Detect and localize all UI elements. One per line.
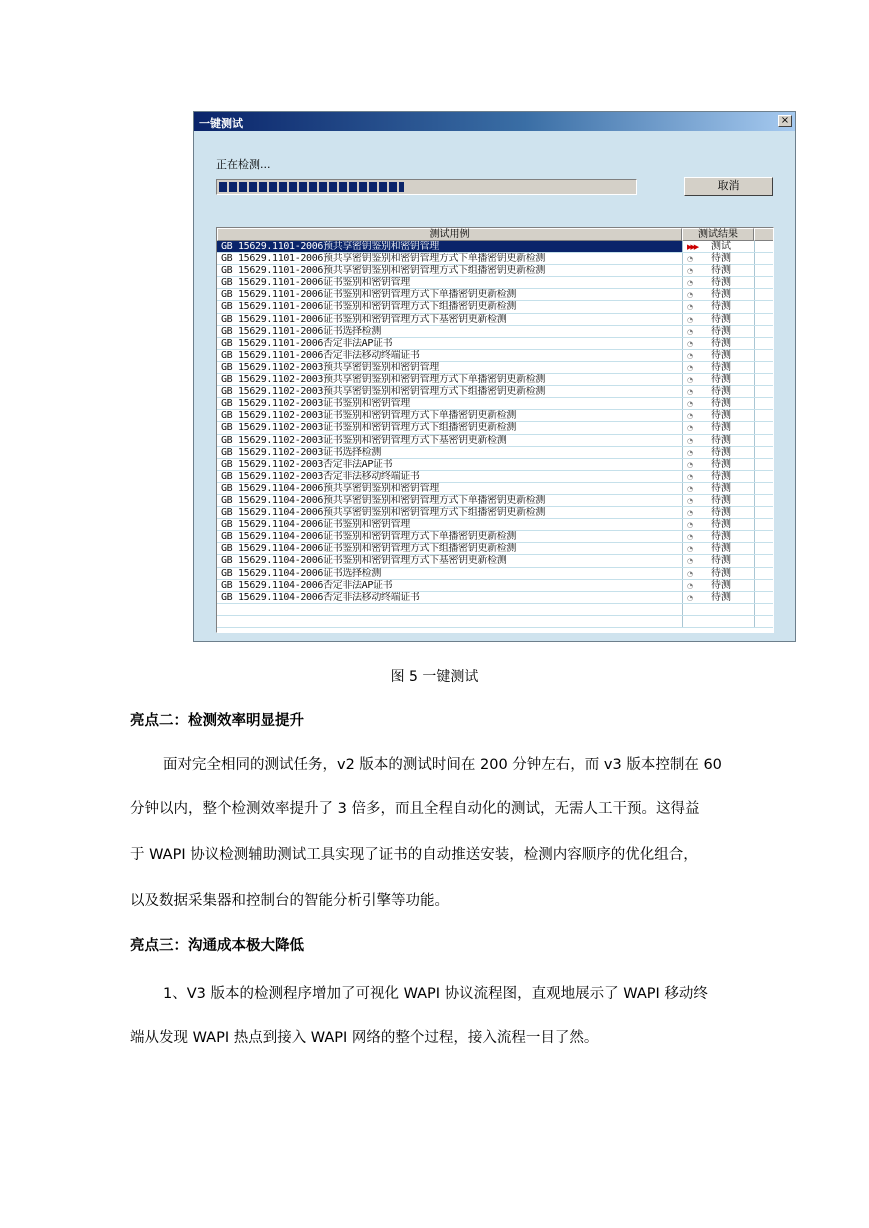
- test-case-cell: GB 15629.1102-2003预共享密钥鉴别和密钥管理方式下组播密钥更新检测: [221, 386, 546, 398]
- test-case-cell: GB 15629.1102-2003证书选择检测: [221, 446, 381, 458]
- test-result-cell: [682, 386, 754, 397]
- table-row[interactable]: [217, 277, 773, 289]
- column-header-extra[interactable]: [754, 228, 774, 241]
- extra-cell: [754, 301, 774, 312]
- table-row[interactable]: [217, 531, 773, 543]
- test-result-label: 待测: [711, 422, 731, 434]
- extra-cell: [754, 580, 774, 591]
- pending-status-icon: ◔: [687, 484, 694, 493]
- test-result-cell: [682, 398, 754, 409]
- test-result-label: 待测: [711, 289, 731, 301]
- pending-status-icon: ◔: [687, 472, 694, 481]
- test-result-cell: [682, 435, 754, 446]
- paragraph1-line3: 于 WAPI 协议检测辅助测试工具实现了证书的自动推送安装，检测内容顺序的优化组合，: [130, 847, 698, 863]
- extra-cell: [754, 447, 774, 458]
- status-text: 正在检测...: [216, 158, 271, 171]
- progress-bar: [216, 179, 637, 195]
- table-row[interactable]: [217, 592, 773, 604]
- list-rows: [217, 241, 773, 628]
- test-result-label: 待测: [711, 313, 731, 325]
- pending-status-icon: ◔: [687, 496, 694, 505]
- extra-cell: [754, 519, 774, 530]
- test-result-label: 待测: [711, 543, 731, 555]
- test-case-cell: [217, 604, 682, 615]
- extra-cell: [754, 277, 774, 288]
- extra-cell: [754, 459, 774, 470]
- extra-cell: [754, 253, 774, 264]
- test-result-label: 待测: [711, 494, 731, 506]
- pending-status-icon: ◔: [687, 509, 694, 518]
- test-result-cell: [682, 507, 754, 518]
- extra-cell: [754, 350, 774, 361]
- table-row[interactable]: [217, 447, 773, 459]
- extra-cell: [754, 326, 774, 337]
- pending-status-icon: ◔: [687, 593, 694, 602]
- dialog-title: 一键测试: [199, 117, 243, 130]
- pending-status-icon: ◔: [687, 279, 694, 288]
- test-case-cell: GB 15629.1101-2006证书鉴别和密钥管理方式下基密钥更新检测: [221, 313, 507, 325]
- extra-cell: [754, 555, 774, 566]
- extra-cell: [754, 386, 774, 397]
- pending-status-icon: ◔: [687, 291, 694, 300]
- table-row[interactable]: [217, 459, 773, 471]
- extra-cell: [754, 483, 774, 494]
- table-row[interactable]: [217, 410, 773, 422]
- test-result-label: 待测: [711, 325, 731, 337]
- test-result-cell: [682, 543, 754, 554]
- extra-cell: [754, 604, 774, 615]
- table-row[interactable]: [217, 543, 773, 555]
- test-result-label: 待测: [711, 458, 731, 470]
- extra-cell: [754, 495, 774, 506]
- extra-cell: [754, 616, 774, 627]
- paragraph1-line4: 以及数据采集器和控制台的智能分析引擎等功能。: [130, 893, 449, 909]
- test-result-cell: [682, 289, 754, 300]
- pending-status-icon: ◔: [687, 327, 694, 336]
- test-result-cell: [682, 350, 754, 361]
- extra-cell: [754, 410, 774, 421]
- test-result-cell: [682, 277, 754, 288]
- test-result-cell: [682, 410, 754, 421]
- extra-cell: [754, 507, 774, 518]
- pending-status-icon: ◔: [687, 533, 694, 542]
- extra-cell: [754, 314, 774, 325]
- extra-cell: [754, 374, 774, 385]
- cancel-button[interactable]: 取消: [684, 177, 773, 196]
- pending-status-icon: ◔: [687, 315, 694, 324]
- test-result-cell: [682, 422, 754, 433]
- table-row[interactable]: [217, 616, 773, 628]
- test-case-cell: [217, 616, 682, 627]
- test-case-list[interactable]: [216, 227, 774, 633]
- pending-status-icon: ◔: [687, 424, 694, 433]
- test-result-cell: [682, 531, 754, 542]
- test-result-label: 待测: [711, 531, 731, 543]
- pending-status-icon: ◔: [687, 255, 694, 264]
- pending-status-icon: ◔: [687, 448, 694, 457]
- close-button[interactable]: ×: [778, 115, 792, 127]
- test-case-cell: GB 15629.1104-2006证书选择检测: [221, 567, 381, 579]
- test-result-cell: [682, 241, 754, 252]
- test-case-cell: GB 15629.1102-2003证书鉴别和密钥管理方式下基密钥更新检测: [221, 434, 507, 446]
- table-row[interactable]: [217, 580, 773, 592]
- test-case-cell: GB 15629.1102-2003预共享密钥鉴别和密钥管理: [221, 361, 439, 373]
- heading-highlight-three: 亮点三：沟通成本极大降低: [130, 938, 304, 954]
- pending-status-icon: ◔: [687, 521, 694, 530]
- test-result-label: 待测: [711, 253, 731, 265]
- extra-cell: [754, 435, 774, 446]
- paragraph1-line1: 面对完全相同的测试任务，v2 版本的测试时间在 200 分钟左右，而 v3 版本控制在 60: [163, 757, 722, 773]
- pending-status-icon: ◔: [687, 460, 694, 469]
- test-case-cell: GB 15629.1101-2006证书选择检测: [221, 325, 381, 337]
- table-row[interactable]: [217, 265, 773, 277]
- pending-status-icon: ◔: [687, 569, 694, 578]
- test-case-cell: GB 15629.1101-2006否定非法AP证书: [221, 337, 393, 349]
- pending-status-icon: ◔: [687, 388, 694, 397]
- pending-status-icon: ◔: [687, 412, 694, 421]
- test-result-label: 测试: [711, 241, 731, 252]
- pending-status-icon: ◔: [687, 351, 694, 360]
- test-case-cell: GB 15629.1104-2006证书鉴别和密钥管理方式下组播密钥更新检测: [221, 543, 517, 555]
- test-case-cell: GB 15629.1101-2006预共享密钥鉴别和密钥管理: [217, 241, 682, 252]
- test-result-label: 待测: [711, 374, 731, 386]
- paragraph2-line1: 1、V3 版本的检测程序增加了可视化 WAPI 协议流程图，直观地展示了 WAPI 移动终: [163, 986, 708, 1002]
- test-result-cell: [682, 459, 754, 470]
- test-result-cell: [682, 495, 754, 506]
- test-case-cell: GB 15629.1104-2006预共享密钥鉴别和密钥管理方式下组播密钥更新检测: [221, 507, 546, 519]
- extra-cell: [754, 543, 774, 554]
- test-result-label: 待测: [711, 579, 731, 591]
- column-header-test-result[interactable]: 测试结果: [682, 228, 754, 241]
- extra-cell: [754, 422, 774, 433]
- pending-status-icon: ◔: [687, 400, 694, 409]
- test-result-label: 待测: [711, 337, 731, 349]
- test-result-cell: [682, 471, 754, 482]
- test-result-cell: [682, 616, 754, 627]
- test-result-label: 待测: [711, 446, 731, 458]
- test-case-cell: GB 15629.1102-2003否定非法AP证书: [221, 458, 393, 470]
- dialog-titlebar: [194, 112, 795, 131]
- test-result-label: 待测: [711, 519, 731, 531]
- table-row[interactable]: [217, 604, 773, 616]
- pending-status-icon: ◔: [687, 363, 694, 372]
- progress-fill: [219, 182, 404, 192]
- pending-status-icon: ◔: [687, 303, 694, 312]
- pending-status-icon: ◔: [687, 545, 694, 554]
- table-row[interactable]: [217, 350, 773, 362]
- test-result-cell: [682, 265, 754, 276]
- test-case-cell: GB 15629.1101-2006预共享密钥鉴别和密钥管理方式下单播密钥更新检测: [221, 253, 546, 265]
- test-result-cell: [682, 568, 754, 579]
- test-case-cell: GB 15629.1101-2006证书鉴别和密钥管理方式下单播密钥更新检测: [221, 289, 517, 301]
- extra-cell: [754, 241, 774, 252]
- table-row[interactable]: [217, 471, 773, 483]
- one-key-test-dialog: [193, 111, 796, 642]
- table-row[interactable]: [217, 568, 773, 580]
- test-result-label: 待测: [711, 301, 731, 313]
- table-row[interactable]: [217, 362, 773, 374]
- table-row[interactable]: [217, 519, 773, 531]
- test-result-cell: [682, 301, 754, 312]
- test-case-cell: GB 15629.1104-2006预共享密钥鉴别和密钥管理方式下单播密钥更新检测: [221, 494, 546, 506]
- test-case-cell: GB 15629.1102-2003证书鉴别和密钥管理方式下组播密钥更新检测: [221, 422, 517, 434]
- test-result-label: 待测: [711, 507, 731, 519]
- test-result-cell: [682, 519, 754, 530]
- test-result-cell: [682, 555, 754, 566]
- pending-status-icon: ◔: [687, 436, 694, 445]
- table-row[interactable]: [217, 326, 773, 338]
- test-result-cell: [682, 592, 754, 603]
- test-result-label: 待测: [711, 349, 731, 361]
- test-result-label: 待测: [711, 410, 731, 422]
- table-row[interactable]: [217, 398, 773, 410]
- column-header-test-case[interactable]: 测试用例: [217, 228, 682, 241]
- test-result-label: 待测: [711, 398, 731, 410]
- test-result-cell: [682, 314, 754, 325]
- test-result-cell: [682, 483, 754, 494]
- test-result-cell: [682, 338, 754, 349]
- test-case-cell: GB 15629.1102-2003证书鉴别和密钥管理: [221, 398, 410, 410]
- test-case-cell: GB 15629.1104-2006预共享密钥鉴别和密钥管理: [221, 482, 439, 494]
- table-row[interactable]: [217, 374, 773, 386]
- extra-cell: [754, 592, 774, 603]
- list-header: [217, 228, 773, 241]
- table-row[interactable]: [217, 289, 773, 301]
- test-case-cell: GB 15629.1101-2006否定非法移动终端证书: [221, 349, 420, 361]
- extra-cell: [754, 289, 774, 300]
- test-result-label: 待测: [711, 482, 731, 494]
- test-result-cell: [682, 604, 754, 615]
- test-case-cell: GB 15629.1101-2006证书鉴别和密钥管理: [221, 277, 410, 289]
- pending-status-icon: ◔: [687, 557, 694, 566]
- pending-status-icon: ◔: [687, 376, 694, 385]
- test-result-label: 待测: [711, 386, 731, 398]
- test-case-cell: GB 15629.1102-2003证书鉴别和密钥管理方式下单播密钥更新检测: [221, 410, 517, 422]
- extra-cell: [754, 338, 774, 349]
- extra-cell: [754, 362, 774, 373]
- test-result-label: 待测: [711, 434, 731, 446]
- test-case-cell: GB 15629.1104-2006证书鉴别和密钥管理方式下基密钥更新检测: [221, 555, 507, 567]
- running-arrow-icon: ▶▶▶: [687, 243, 698, 251]
- test-case-cell: GB 15629.1101-2006预共享密钥鉴别和密钥管理方式下组播密钥更新检测: [221, 265, 546, 277]
- table-row[interactable]: [217, 435, 773, 447]
- test-result-label: 待测: [711, 591, 731, 603]
- test-result-cell: [682, 447, 754, 458]
- extra-cell: [754, 471, 774, 482]
- test-result-cell: [682, 580, 754, 591]
- test-result-cell: [682, 326, 754, 337]
- test-case-cell: GB 15629.1102-2003否定非法移动终端证书: [221, 470, 420, 482]
- extra-cell: [754, 398, 774, 409]
- test-case-cell: GB 15629.1102-2003预共享密钥鉴别和密钥管理方式下单播密钥更新检测: [221, 374, 546, 386]
- table-row[interactable]: [217, 422, 773, 434]
- pending-status-icon: ◔: [687, 339, 694, 348]
- table-row[interactable]: [217, 555, 773, 567]
- pending-status-icon: ◔: [687, 581, 694, 590]
- test-case-cell: GB 15629.1104-2006证书鉴别和密钥管理: [221, 519, 410, 531]
- extra-cell: [754, 265, 774, 276]
- test-case-cell: GB 15629.1104-2006证书鉴别和密钥管理方式下单播密钥更新检测: [221, 531, 517, 543]
- table-row[interactable]: [217, 483, 773, 495]
- test-result-cell: [682, 253, 754, 264]
- test-result-label: 待测: [711, 265, 731, 277]
- test-result-label: 待测: [711, 555, 731, 567]
- table-row[interactable]: [217, 314, 773, 326]
- table-row[interactable]: [217, 241, 773, 253]
- test-result-label: 待测: [711, 470, 731, 482]
- extra-cell: [754, 568, 774, 579]
- test-result-cell: [682, 362, 754, 373]
- table-row[interactable]: [217, 301, 773, 313]
- heading-highlight-two: 亮点二：检测效率明显提升: [130, 713, 304, 729]
- test-result-label: 待测: [711, 361, 731, 373]
- pending-status-icon: ◔: [687, 267, 694, 276]
- test-result-cell: [682, 374, 754, 385]
- table-row[interactable]: [217, 495, 773, 507]
- table-row[interactable]: [217, 386, 773, 398]
- test-result-label: 待测: [711, 277, 731, 289]
- table-row[interactable]: [217, 507, 773, 519]
- table-row[interactable]: [217, 338, 773, 350]
- test-case-cell: GB 15629.1101-2006证书鉴别和密钥管理方式下组播密钥更新检测: [221, 301, 517, 313]
- extra-cell: [754, 531, 774, 542]
- table-row[interactable]: [217, 253, 773, 265]
- test-case-cell: GB 15629.1104-2006否定非法AP证书: [221, 579, 393, 591]
- figure-caption: 图 5 一键测试: [390, 669, 479, 685]
- test-case-cell: GB 15629.1104-2006否定非法移动终端证书: [221, 591, 420, 603]
- test-result-label: 待测: [711, 567, 731, 579]
- paragraph2-line2: 端从发现 WAPI 热点到接入 WAPI 网络的整个过程，接入流程一目了然。: [130, 1030, 599, 1046]
- paragraph1-line2: 分钟以内，整个检测效率提升了 3 倍多，而且全程自动化的测试，无需人工干预。这得益: [130, 801, 700, 817]
